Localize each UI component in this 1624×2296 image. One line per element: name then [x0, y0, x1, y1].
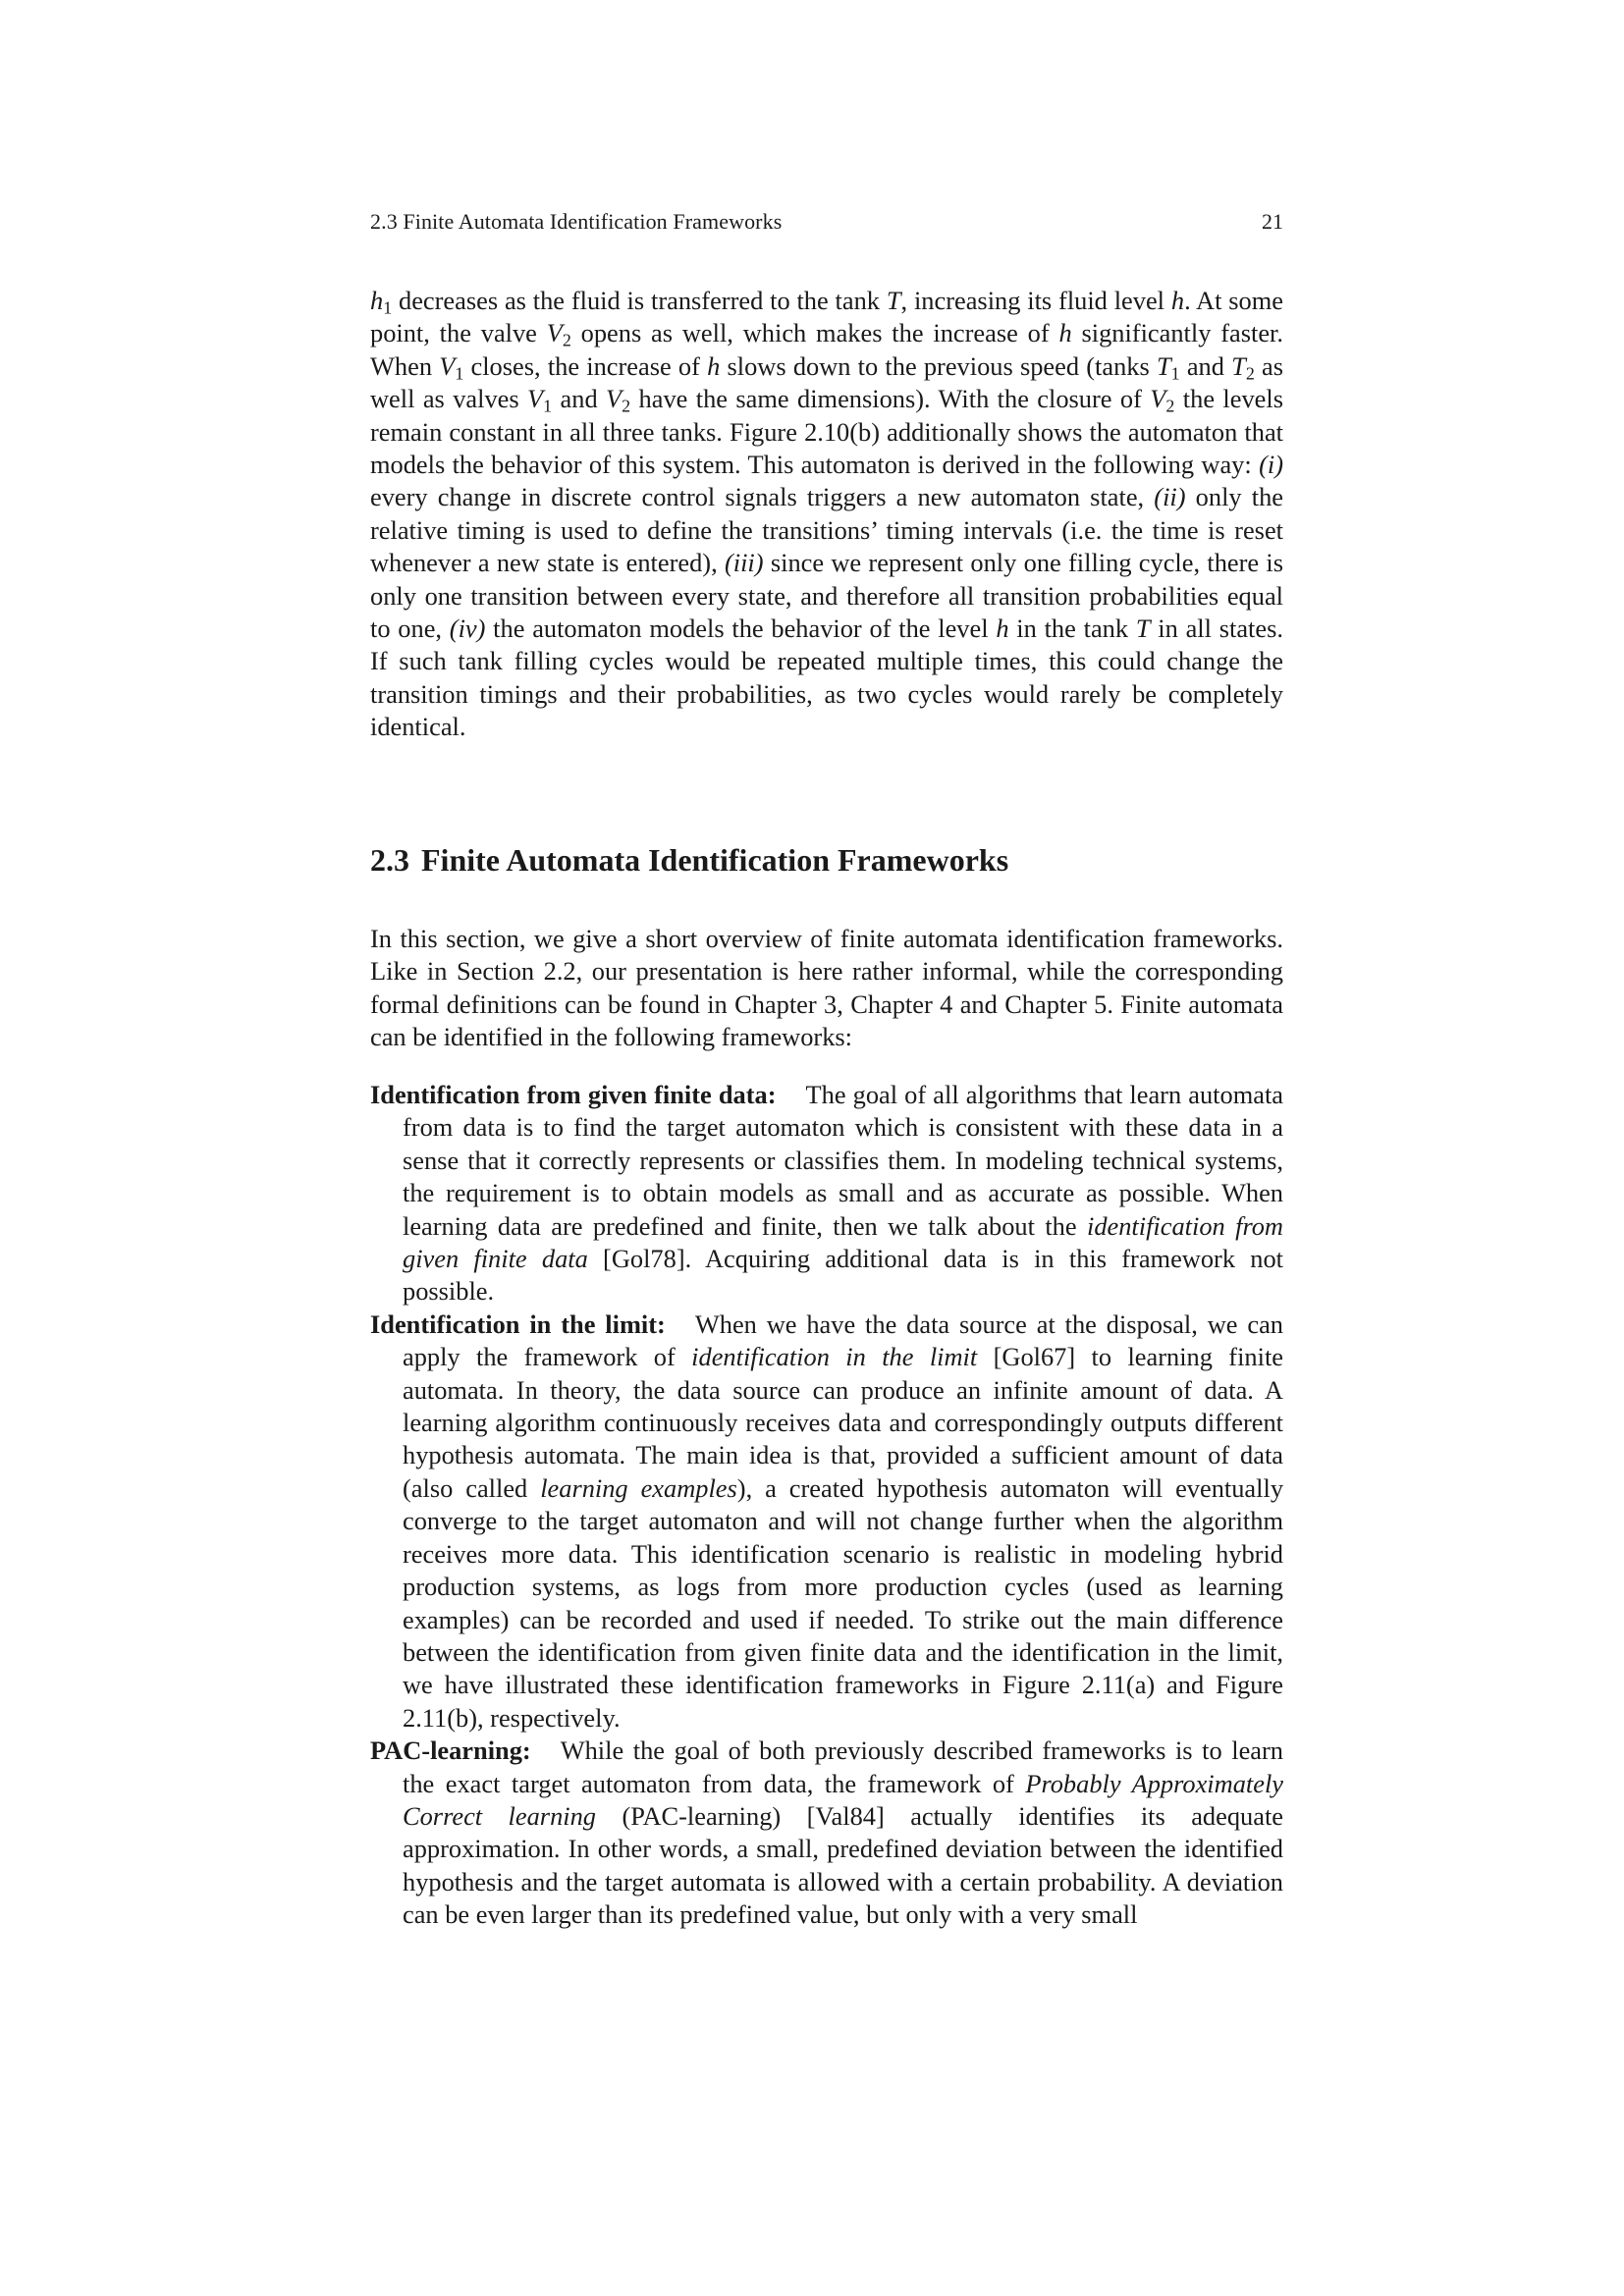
list-item-limit: Identification in the limit: When we have the data source at the disposal, we can apply the framework of identification in the limit [Gol67] to learning finite automata. In theory, the data source can produce an infinite amount of data. A learning algorithm continuously receives data and correspondingly outputs different hypothesis automata. The main idea is that, provided a sufficient amount of data (also called learning examples), a created hypothesis automaton will eventually converge to the target automaton and will not change further when the algorithm receives more data. This identification scenario is realistic in modeling hybrid production systems, as logs from more production cycles (used as learning examples) can be recorded and used if needed. To strike out the main difference between the identification from given finite data and the identification in the limit, we have illustrated these identification frameworks in Figure 2.11(a) and Figure 2.11(b), respectively. — [370, 1308, 1284, 1733]
math-iv: (iv) — [449, 614, 486, 644]
page-number: 21 — [1262, 209, 1283, 234]
math-h: h — [370, 286, 384, 315]
math-T2: T — [1231, 350, 1246, 381]
term-pac: PAC-learning: — [370, 1735, 531, 1766]
math-ii: (ii) — [1154, 482, 1186, 512]
math-V1: V — [439, 350, 456, 381]
list-item-pac: PAC-learning: While the goal of both previously described frameworks is to learn the exact target automaton from data, the framework of Probably Approximately Correct learning (PAC-learning) [Val84] actually identifies its adequate approximation. In other words, a small, predefined deviation between the identified hypothesis and the target automata is allowed with a certain probability. A deviation can be even larger than its predefined value, but only with a very small — [370, 1735, 1283, 1930]
paragraph-intro: In this section, we give a short overview of finite automata identification frameworks. Like in Section 2.2, our presentation is here rather informal, while the corresponding formal definitions can be found in Chapter 3, Chapter 4 and Chapter 5. Finite automata can be identified in the following frameworks: — [370, 924, 1283, 1052]
section-title: Finite Automata Identification Frameworks — [421, 842, 1009, 878]
running-head — [370, 209, 1283, 235]
term-limit: Identification in the limit: — [370, 1308, 666, 1339]
section-number: 2.3 — [370, 842, 409, 878]
section-heading — [370, 840, 1008, 880]
math-iii: (iii) — [724, 548, 764, 578]
frameworks-list — [370, 1079, 1283, 1932]
math-T1: T — [1156, 350, 1171, 381]
paragraph-tank-filling: $h_1$ decreases as the fluid is transferred to the tank T, increasing its fluid level h. At some point, the valve $V_2$ opens as well, which makes the increase of h significantly faster. When $V_1$ closes, the increase of h slows down to the previous speed (tanks $T_1$ and $T_2$ as well as valves $V_1$ and $V_2$ have the same dimensions). With the closure of $V_2$ the levels remain constant in all three tanks. Figure 2.10(b) additionally shows the automaton that models the behavior of this system. This automaton is derived in the following way: (i) every change in discrete control signals triggers a new automaton state, (ii) only the relative timing is used to define the transitions’ timing intervals (i.e. the time is reset whenever a new state is entered), (iii) since we represent only one filling cycle, there is only one transition between every state, and therefore all transition probabilities equal to one, (iv) the automaton models the behavior of the level h in the tank T in all states. If such tank filling cycles would be repeated multiple times, this could change the transition timings and their probabilities, as two cycles would rarely be completely identical. — [370, 286, 1283, 742]
math-T: T — [886, 286, 901, 315]
list-item-finite-data: Identification from given finite data: The goal of all algorithms that learn automata from data is to find the target automaton which is consistent with these data in a sense that it correctly represents or classifies them. In modeling technical systems, the requirement is to obtain models as small and as accurate as possible. When learning data are predefined and finite, then we talk about the identification from given finite data [Gol78]. Acquiring additional data is in this framework not possible. — [370, 1080, 1283, 1307]
math-i: (i) — [1259, 450, 1283, 480]
math-V2: V — [546, 318, 563, 348]
term-finite-data: Identification from given finite data: — [370, 1080, 777, 1109]
running-head-section: 2.3 Finite Automata Identification Frameworks — [370, 209, 783, 234]
